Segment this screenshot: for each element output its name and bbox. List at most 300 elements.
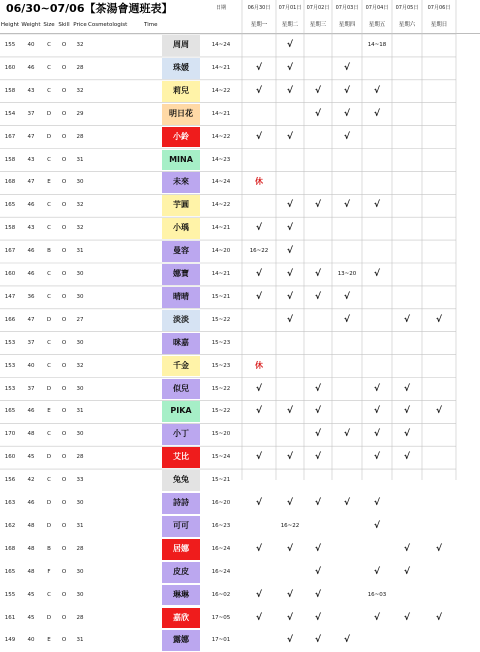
cell-size: C	[47, 293, 51, 300]
cell-price: 32	[76, 42, 84, 48]
cosmetologist-name[interactable]: 兔兔	[162, 470, 200, 491]
cell-height: 153	[4, 339, 16, 346]
cosmetologist-name[interactable]: 未來	[162, 172, 200, 193]
cell-weight: 48	[27, 431, 35, 438]
table-row[interactable]	[0, 126, 480, 149]
cell-price: 30	[76, 500, 84, 506]
day-3-cell[interactable]: √	[314, 452, 321, 463]
cell-size: D	[46, 522, 52, 529]
day-1-cell[interactable]: √	[255, 85, 262, 96]
day-2-cell[interactable]: √	[286, 612, 293, 623]
cell-size: E	[47, 408, 51, 415]
day-6-cell[interactable]	[392, 629, 422, 652]
cell-height: 160	[4, 64, 16, 71]
cell-time: 14~22	[211, 202, 231, 209]
day-7-cell[interactable]: √	[435, 406, 442, 417]
day-6-cell[interactable]: √	[403, 543, 410, 554]
day-6-cell[interactable]	[392, 217, 422, 240]
cell-height: 160	[4, 454, 16, 461]
day-4-cell[interactable]	[332, 538, 362, 561]
day-6-cell[interactable]	[392, 34, 422, 57]
day-1-cell[interactable]	[242, 561, 276, 584]
day-4-cell[interactable]	[332, 446, 362, 469]
cell-size: E	[47, 637, 51, 644]
day-2-cell[interactable]: √	[286, 498, 293, 508]
day-2-cell[interactable]	[276, 469, 304, 492]
day-1-cell[interactable]: √	[255, 498, 262, 508]
day-3-cell[interactable]	[304, 217, 332, 240]
table-row[interactable]	[0, 492, 480, 515]
day-6-cell[interactable]	[392, 194, 422, 217]
cell-time: 14~22	[211, 87, 231, 94]
column-header-row	[0, 17, 480, 34]
cell-skill: O	[61, 614, 67, 621]
cell-weight: 42	[27, 477, 35, 484]
day-5-cell[interactable]	[362, 538, 392, 561]
table-row[interactable]	[0, 607, 480, 630]
day-1-cell[interactable]: √	[255, 452, 262, 463]
day-6-cell[interactable]	[392, 469, 422, 492]
cell-height: 154	[4, 110, 16, 117]
day-3-cell[interactable]: √	[314, 498, 321, 508]
day-7-cell[interactable]	[422, 332, 456, 355]
table-row[interactable]	[0, 309, 480, 332]
day-7-cell[interactable]	[422, 378, 456, 401]
day-4-cell[interactable]	[332, 561, 362, 584]
cosmetologist-name[interactable]: 小瑀	[162, 218, 200, 239]
day-5-cell[interactable]	[362, 240, 392, 263]
day-6-cell[interactable]: √	[403, 452, 410, 463]
cosmetologist-name[interactable]: 周周	[162, 35, 200, 56]
day-4-cell[interactable]	[332, 400, 362, 423]
day-4-cell[interactable]	[332, 149, 362, 172]
day-1-cell[interactable]	[242, 149, 276, 172]
day-5-cell[interactable]	[362, 629, 392, 652]
col-height: Height	[0, 22, 20, 28]
cosmetologist-name[interactable]: 似兒	[162, 379, 200, 400]
day-7-cell[interactable]	[422, 515, 456, 538]
day-4-cell[interactable]: √	[343, 498, 350, 508]
day-2-cell[interactable]	[276, 561, 304, 584]
cell-weight: 37	[27, 110, 35, 117]
day-5-cell[interactable]: 14~18	[367, 42, 387, 48]
day-2-cell[interactable]	[276, 332, 304, 355]
cell-size: D	[46, 500, 52, 506]
cell-skill: O	[61, 202, 67, 209]
day-6-cell[interactable]	[392, 263, 422, 286]
day-5-cell[interactable]	[362, 171, 392, 194]
day-1-cell[interactable]	[242, 629, 276, 652]
day-3-cell[interactable]	[304, 171, 332, 194]
cell-price: 32	[76, 225, 84, 232]
day-2-cell[interactable]: √	[286, 543, 293, 554]
day-3-cell[interactable]: √	[314, 429, 321, 440]
day-6-cell[interactable]	[392, 355, 422, 378]
day-7-cell[interactable]	[422, 355, 456, 378]
cell-price: 31	[76, 248, 84, 255]
day-1-cell[interactable]	[242, 332, 276, 355]
day-1-cell[interactable]	[242, 515, 276, 538]
day-7-cell[interactable]	[422, 286, 456, 309]
table-row[interactable]	[0, 286, 480, 309]
day-4-cell[interactable]: √	[343, 429, 350, 440]
cosmetologist-name[interactable]: 居娜	[162, 539, 200, 560]
day-6-cell[interactable]	[392, 126, 422, 149]
cosmetologist-name[interactable]: 明日花	[162, 104, 200, 125]
cell-time: 15~20	[211, 431, 231, 438]
day-5-cell[interactable]: √	[373, 200, 380, 211]
day-7-cell[interactable]	[422, 584, 456, 607]
table-row[interactable]	[0, 80, 480, 103]
day-4-cell[interactable]: √	[343, 635, 350, 646]
day-3-cell[interactable]: √	[314, 406, 321, 417]
day-4-cell[interactable]: √	[343, 85, 350, 96]
cosmetologist-name[interactable]: 娜寶	[162, 264, 200, 285]
day-5-cell[interactable]	[362, 126, 392, 149]
table-row[interactable]	[0, 103, 480, 126]
day-2-cell[interactable]	[276, 171, 304, 194]
day-5-cell[interactable]: √	[373, 452, 380, 463]
day-2-cell[interactable]: √	[286, 589, 293, 600]
table-row[interactable]	[0, 446, 480, 469]
day-2-cell[interactable]	[276, 103, 304, 126]
day-2-cell[interactable]: √	[286, 314, 293, 325]
cell-height: 158	[4, 87, 16, 94]
cell-skill: O	[61, 42, 67, 48]
cell-price: 30	[76, 339, 84, 346]
day-5-cell[interactable]: √	[373, 383, 380, 394]
cell-price: 30	[76, 591, 84, 598]
cell-skill: O	[61, 293, 67, 300]
day-7-cell[interactable]	[422, 34, 456, 57]
table-row[interactable]	[0, 217, 480, 240]
day-2-cell[interactable]: √	[286, 85, 293, 96]
day-4-cell[interactable]: 13~20	[337, 271, 357, 277]
cell-time: 16~24	[211, 568, 231, 575]
day-5-cell[interactable]: √	[373, 269, 380, 279]
day-5-cell[interactable]: √	[373, 566, 380, 577]
day-2-cell[interactable]: √	[286, 452, 293, 463]
day-4-cell[interactable]	[332, 584, 362, 607]
day-4-cell[interactable]	[332, 332, 362, 355]
day-7-cell[interactable]	[422, 194, 456, 217]
cosmetologist-name[interactable]: 咪嘉	[162, 333, 200, 354]
day-6-cell[interactable]	[392, 515, 422, 538]
day-6-cell[interactable]: √	[403, 383, 410, 394]
day-3-cell[interactable]	[304, 469, 332, 492]
date-col-2: 07月01日	[278, 5, 302, 11]
day-2-cell[interactable]: √	[286, 635, 293, 646]
day-2-cell[interactable]: √	[286, 269, 293, 279]
day-5-cell[interactable]	[362, 309, 392, 332]
cosmetologist-name[interactable]: MINA	[162, 150, 200, 171]
table-row[interactable]	[0, 240, 480, 263]
day-6-cell[interactable]	[392, 240, 422, 263]
day-2-cell[interactable]: 16~22	[280, 522, 300, 529]
day-7-cell[interactable]	[422, 423, 456, 446]
day-6-cell[interactable]: √	[403, 406, 410, 417]
date-col-3: 07月02日	[306, 5, 330, 11]
date-col-4: 07月03日	[335, 5, 359, 11]
cell-height: 165	[4, 408, 16, 415]
day-5-cell[interactable]: √	[373, 85, 380, 96]
day-6-cell[interactable]: √	[403, 566, 410, 577]
cosmetologist-name[interactable]: 珠媛	[162, 58, 200, 79]
table-row[interactable]	[0, 584, 480, 607]
day-7-cell[interactable]	[422, 126, 456, 149]
day-1-cell[interactable]: √	[255, 406, 262, 417]
day-3-cell[interactable]: √	[314, 589, 321, 600]
day-6-cell[interactable]	[392, 57, 422, 80]
cell-time: 14~21	[211, 225, 231, 232]
day-1-cell[interactable]: √	[255, 131, 262, 142]
cell-height: 155	[4, 42, 16, 48]
day-3-cell[interactable]: √	[314, 269, 321, 279]
cell-size: C	[47, 362, 51, 369]
table-row[interactable]	[0, 538, 480, 561]
day-7-cell[interactable]	[422, 240, 456, 263]
day-5-cell[interactable]	[362, 469, 392, 492]
cell-weight: 40	[27, 362, 35, 369]
day-3-cell[interactable]	[304, 240, 332, 263]
day-3-cell[interactable]: √	[314, 291, 321, 302]
table-row[interactable]	[0, 57, 480, 80]
cosmetologist-name[interactable]: 千金	[162, 356, 200, 377]
day-2-cell[interactable]	[276, 149, 304, 172]
day-7-cell[interactable]	[422, 171, 456, 194]
day-2-cell[interactable]	[276, 378, 304, 401]
day-6-cell[interactable]: √	[403, 612, 410, 623]
cosmetologist-name[interactable]: 小丁	[162, 424, 200, 445]
cell-time: 14~24	[211, 179, 231, 186]
day-4-cell[interactable]: √	[343, 62, 350, 73]
day-1-cell[interactable]	[242, 469, 276, 492]
cosmetologist-name[interactable]: 艾比	[162, 447, 200, 468]
cosmetologist-name[interactable]: PIKA	[162, 401, 200, 422]
day-4-cell[interactable]	[332, 378, 362, 401]
cell-size: C	[47, 42, 51, 48]
day-1-cell[interactable]	[242, 309, 276, 332]
day-7-cell[interactable]: √	[435, 314, 442, 325]
table-row[interactable]	[0, 149, 480, 172]
weekday-col-2: 星期二	[281, 22, 299, 28]
cell-skill: O	[61, 431, 67, 438]
day-1-cell[interactable]: √	[255, 62, 262, 73]
day-7-cell[interactable]: √	[435, 612, 442, 623]
day-1-cell[interactable]	[242, 103, 276, 126]
cosmetologist-name[interactable]: 小鈴	[162, 127, 200, 148]
table-row[interactable]	[0, 378, 480, 401]
day-1-cell[interactable]	[242, 423, 276, 446]
day-6-cell[interactable]	[392, 103, 422, 126]
day-3-cell[interactable]	[304, 355, 332, 378]
cosmetologist-name[interactable]: 露娜	[162, 630, 200, 651]
day-6-cell[interactable]	[392, 171, 422, 194]
day-4-cell[interactable]	[332, 34, 362, 57]
cell-weight: 47	[27, 316, 35, 323]
day-7-cell[interactable]	[422, 103, 456, 126]
table-row[interactable]	[0, 515, 480, 538]
day-3-cell[interactable]	[304, 126, 332, 149]
cell-size: E	[47, 179, 51, 186]
day-7-cell[interactable]	[422, 629, 456, 652]
cosmetologist-name[interactable]: 芋圓	[162, 195, 200, 216]
day-5-cell[interactable]	[362, 57, 392, 80]
col-time: Time	[144, 22, 158, 28]
day-1-cell[interactable]: √	[255, 269, 262, 279]
day-6-cell[interactable]	[392, 332, 422, 355]
day-4-cell[interactable]	[332, 240, 362, 263]
day-7-cell[interactable]	[422, 561, 456, 584]
table-row[interactable]	[0, 561, 480, 584]
day-5-cell[interactable]: √	[373, 520, 380, 531]
table-row[interactable]	[0, 423, 480, 446]
day-3-cell[interactable]: √	[314, 635, 321, 646]
cell-time: 15~23	[211, 362, 231, 369]
table-row[interactable]	[0, 469, 480, 492]
day-2-cell[interactable]: √	[286, 291, 293, 302]
cosmetologist-name[interactable]: 皮皮	[162, 562, 200, 583]
day-7-cell[interactable]: √	[435, 543, 442, 554]
day-4-cell[interactable]: √	[343, 108, 350, 119]
cell-price: 32	[76, 362, 84, 369]
table-row[interactable]	[0, 400, 480, 423]
cosmetologist-name[interactable]: 詩詩	[162, 493, 200, 514]
day-7-cell[interactable]	[422, 80, 456, 103]
day-1-cell[interactable]: 休	[255, 177, 263, 187]
cell-skill: O	[61, 500, 67, 506]
cell-weight: 43	[27, 156, 35, 163]
day-4-cell[interactable]: √	[343, 314, 350, 325]
day-4-cell[interactable]	[332, 469, 362, 492]
day-3-cell[interactable]	[304, 34, 332, 57]
day-2-cell[interactable]: √	[286, 40, 293, 50]
day-2-cell[interactable]: √	[286, 200, 293, 211]
cell-price: 30	[76, 568, 84, 575]
day-5-cell[interactable]: √	[373, 612, 380, 623]
day-2-cell[interactable]: √	[286, 223, 293, 234]
day-5-cell[interactable]: √	[373, 108, 380, 119]
cosmetologist-name[interactable]: 可可	[162, 516, 200, 537]
weekday-col-6: 星期六	[398, 22, 416, 28]
day-7-cell[interactable]	[422, 469, 456, 492]
table-row[interactable]	[0, 355, 480, 378]
day-1-cell[interactable]	[242, 34, 276, 57]
day-6-cell[interactable]: √	[403, 429, 410, 440]
day-1-cell[interactable]: 休	[255, 360, 263, 370]
table-row[interactable]	[0, 332, 480, 355]
day-6-cell[interactable]: √	[403, 314, 410, 325]
cosmetologist-name[interactable]: 曼容	[162, 241, 200, 262]
day-1-cell[interactable]	[242, 194, 276, 217]
cell-size: C	[47, 591, 51, 598]
cosmetologist-name[interactable]: 淡淡	[162, 310, 200, 331]
date-col-5: 07月04日	[365, 5, 389, 11]
day-6-cell[interactable]	[392, 584, 422, 607]
day-5-cell[interactable]	[362, 217, 392, 240]
day-5-cell[interactable]	[362, 286, 392, 309]
day-2-cell[interactable]: √	[286, 246, 293, 257]
day-4-cell[interactable]: √	[343, 291, 350, 302]
day-6-cell[interactable]	[392, 286, 422, 309]
day-1-cell[interactable]: 16~22	[249, 248, 269, 255]
day-3-cell[interactable]	[304, 515, 332, 538]
day-5-cell[interactable]: 16~03	[367, 591, 387, 598]
table-row[interactable]	[0, 34, 480, 57]
cell-time: 14~20	[211, 248, 231, 255]
day-4-cell[interactable]: √	[343, 200, 350, 211]
day-3-cell[interactable]: √	[314, 108, 321, 119]
day-1-cell[interactable]: √	[255, 383, 262, 394]
cosmetologist-name[interactable]: 嘉欣	[162, 608, 200, 629]
day-1-cell[interactable]: √	[255, 612, 262, 623]
cosmetologist-name[interactable]: 晴晴	[162, 287, 200, 308]
day-7-cell[interactable]	[422, 149, 456, 172]
day-7-cell[interactable]	[422, 446, 456, 469]
day-1-cell[interactable]: √	[255, 589, 262, 600]
day-7-cell[interactable]	[422, 57, 456, 80]
cell-time: 15~24	[211, 454, 231, 461]
table-row[interactable]	[0, 194, 480, 217]
day-3-cell[interactable]: √	[314, 85, 321, 96]
day-5-cell[interactable]	[362, 355, 392, 378]
cell-weight: 37	[27, 339, 35, 346]
day-3-cell[interactable]	[304, 149, 332, 172]
day-4-cell[interactable]	[332, 607, 362, 630]
day-1-cell[interactable]: √	[255, 223, 262, 234]
day-2-cell[interactable]: √	[286, 406, 293, 417]
day-4-cell[interactable]	[332, 171, 362, 194]
day-3-cell[interactable]	[304, 332, 332, 355]
day-4-cell[interactable]	[332, 355, 362, 378]
day-3-cell[interactable]	[304, 309, 332, 332]
day-3-cell[interactable]: √	[314, 543, 321, 554]
day-1-cell[interactable]: √	[255, 543, 262, 554]
day-2-cell[interactable]: √	[286, 62, 293, 73]
cell-time: 15~22	[211, 385, 231, 392]
day-2-cell[interactable]	[276, 355, 304, 378]
cell-time: 14~21	[211, 64, 231, 71]
day-2-cell[interactable]	[276, 423, 304, 446]
day-2-cell[interactable]: √	[286, 131, 293, 142]
table-row[interactable]	[0, 171, 480, 194]
cosmetologist-name[interactable]: 莉兒	[162, 81, 200, 102]
day-3-cell[interactable]: √	[314, 200, 321, 211]
day-5-cell[interactable]: √	[373, 406, 380, 417]
day-6-cell[interactable]	[392, 492, 422, 515]
day-4-cell[interactable]	[332, 217, 362, 240]
day-6-cell[interactable]	[392, 80, 422, 103]
day-3-cell[interactable]: √	[314, 383, 321, 394]
day-5-cell[interactable]	[362, 149, 392, 172]
day-7-cell[interactable]	[422, 492, 456, 515]
day-6-cell[interactable]	[392, 149, 422, 172]
table-row[interactable]	[0, 263, 480, 286]
day-7-cell[interactable]	[422, 263, 456, 286]
day-3-cell[interactable]: √	[314, 612, 321, 623]
day-3-cell[interactable]	[304, 57, 332, 80]
cosmetologist-name[interactable]: 琳琳	[162, 585, 200, 606]
day-7-cell[interactable]	[422, 217, 456, 240]
day-5-cell[interactable]: √	[373, 498, 380, 508]
day-4-cell[interactable]	[332, 515, 362, 538]
day-5-cell[interactable]: √	[373, 429, 380, 440]
day-3-cell[interactable]: √	[314, 566, 321, 577]
day-1-cell[interactable]: √	[255, 291, 262, 302]
day-5-cell[interactable]	[362, 332, 392, 355]
day-4-cell[interactable]: √	[343, 131, 350, 142]
table-row[interactable]	[0, 629, 480, 652]
